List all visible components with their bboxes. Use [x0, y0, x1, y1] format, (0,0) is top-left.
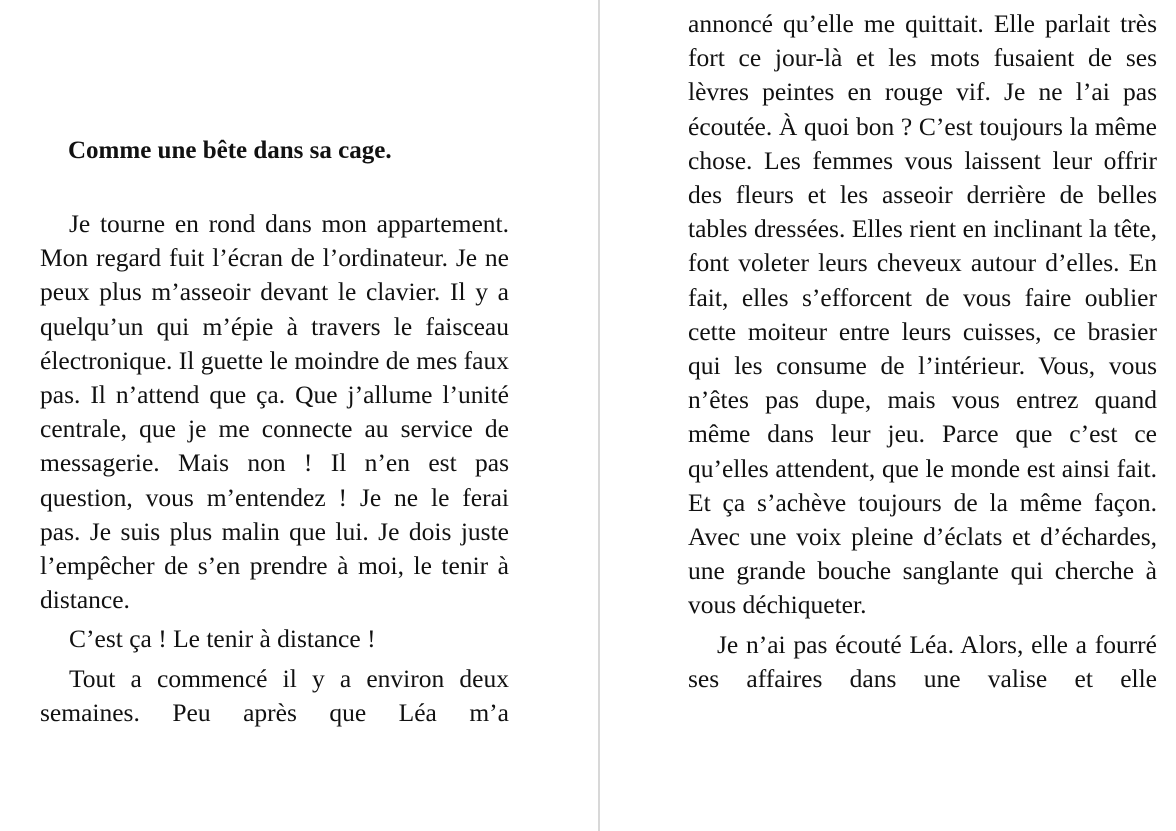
right-page — [600, 0, 1176, 831]
left-page-text — [40, 207, 509, 730]
paragraph: Je tourne en rond dans mon appartement. Mon regard fuit l’écran de l’ordinateur. Je ne peux plus m’asseoir devant le clavier. Il y a quelqu’un qui m’épie à travers le faisceau électronique. Il guette le moindre de mes faux pas. Il n’attend que ça. Que j’allume l’unité centrale, que je me connecte au service de messagerie. Mais non ! Il n’en est pas question, vous m’entendez ! Je ne le ferai pas. Je suis plus malin que lui. Je dois juste l’empêcher de s’en prendre à moi, le tenir à distance. — [40, 209, 509, 615]
paragraph: Je n’ai pas écouté Léa. Alors, elle a fourré ses affaires dans une valise et elle — [688, 629, 1157, 693]
paragraph: Tout a commencé il y a environ deux semaines. Peu après que Léa m’a — [40, 663, 509, 727]
paragraph: annoncé qu’elle me quittait. Elle parlait très fort ce jour-là et les mots fusaient de ses lèvres peintes en rouge vif. Je ne l’ai pas écoutée. À quoi bon ? C’est toujours la même chose. Les femmes vous laissent leur offrir des fleurs et les asseoir derrière de belles tables dressées. Elles rient en inclinant la tête, font voleter leurs cheveux autour d’elles. En fait, elles s’efforcent de vous faire oublier cette moiteur entre leurs cuisses, ce brasier qui les consume de l’intérieur. Vous, vous n’êtes pas dupe, mais vous entrez quand même dans leur jeu. Parce que c’est ce qu’elles attendent, que le monde est ainsi fait. Et ça s’achève toujours de la même façon. Avec une voix pleine d’éclats et d’échardes, une grande bouche sanglante qui cherche à vous déchiqueter. — [688, 9, 1157, 620]
right-page-text — [688, 7, 1157, 696]
chapter-title: Comme une bête dans sa cage. — [68, 137, 392, 164]
paragraph: C’est ça ! Le tenir à distance ! — [69, 624, 376, 654]
